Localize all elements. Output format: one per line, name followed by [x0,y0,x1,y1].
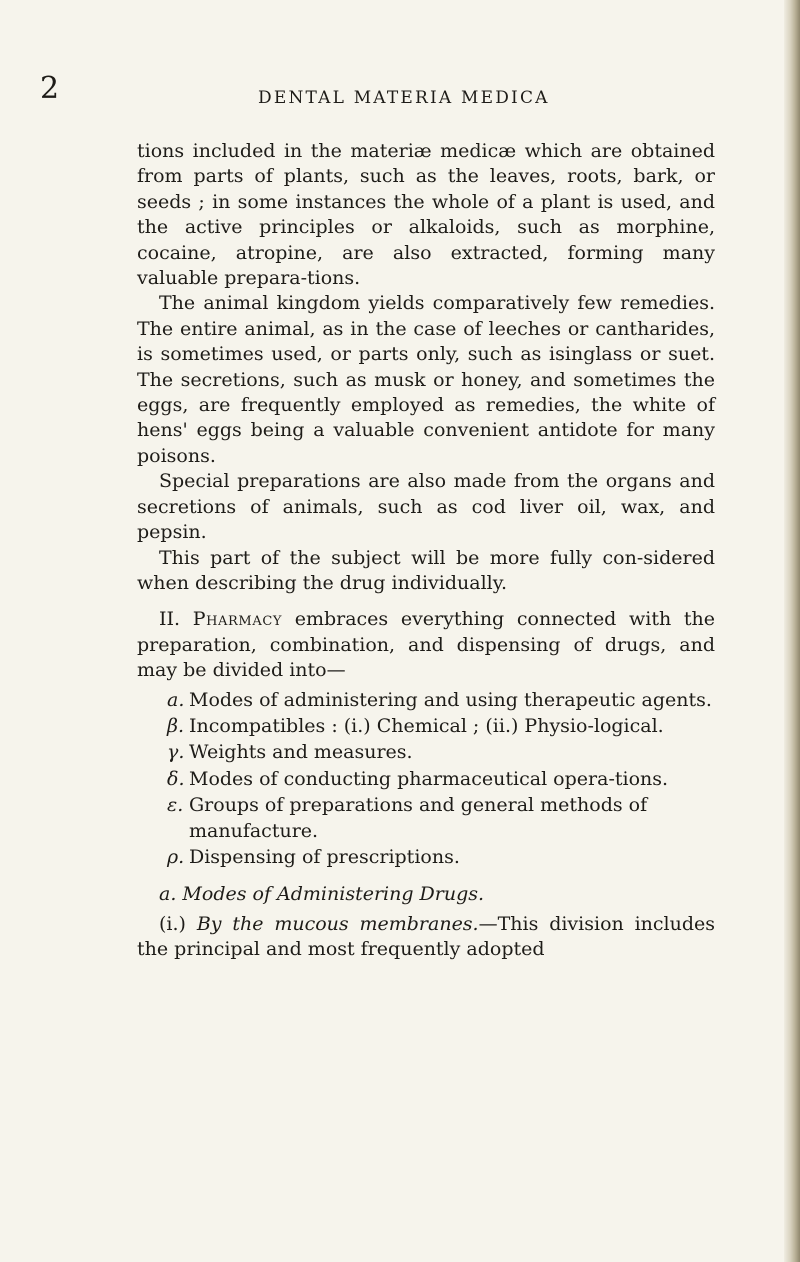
pharmacy-definition: embraces everything connected with the preparation, combination, and dispensing of drugs, and may be divided into— [137,608,715,682]
list-item-text: Groups of preparations and general methods of manufacture. [189,794,648,842]
page-edge-shadow [784,0,800,1262]
paragraph-fuller-consideration: This part of the subject will be more fully con-sidered when describing the drug individually. [137,546,715,594]
list-item [137,740,715,765]
list-item-text: Dispensing of prescriptions. [189,845,460,868]
list-marker: a. [167,688,185,711]
section-heading [137,882,715,907]
subsection-numeral: (i.) [159,912,186,935]
list-item [137,688,715,713]
section-numeral: II. [159,608,181,631]
list-item-text: Weights and measures. [189,741,413,764]
paragraph-special-preparations: Special preparations are also made from the organs and secretions of animals, such as cod liver oil, wax, and pepsin. [137,470,715,544]
body-text [137,139,715,963]
running-head: DENTAL MATERIA MEDICA [258,88,550,108]
list-item [137,714,715,739]
list-marker: β. [167,714,185,737]
list-item-text: Incompatibles : (i.) Chemical ; (ii.) Physio-logical. [189,714,664,737]
subsection-text: —This division includes the principal and most frequently adopted [137,912,716,961]
list-item-text: Modes of conducting pharmaceutical opera-tions. [189,767,669,790]
paragraph-plants: tions included in the materiæ medicæ which are obtained from parts of plants, such as the leaves, roots, bark, or seeds ; in some instances the whole of a plant is used, and the active principles or alkaloids, such as morphine, cocaine, atropine, are also extracted, forming many valuable prepara-tions. [137,140,715,290]
list-item [137,845,715,870]
list-marker: ρ. [167,845,185,868]
list-marker: γ. [167,741,185,764]
subsection-title: By the mucous membranes. [196,912,479,935]
section-heading-title: Modes of Administering Drugs. [182,883,485,906]
paragraph-mucous-membranes [137,912,715,963]
pharmacy-term: Pharmacy [192,608,283,631]
section-heading-marker: a. [159,883,177,906]
paragraph-animal-kingdom: The animal kingdom yields comparatively few remedies. The entire animal, as in the case of leeches or cantharides, is sometimes used, or parts only, such as isinglass or suet. The secretions, such as musk or honey, and sometimes the eggs, are frequently employed as remedies, the white of hens' eggs being a valuable convenient antidote for many poisons. [137,292,715,467]
list-item-text: Modes of administering and using therapeutic agents. [189,688,712,711]
page-number: 2 [40,71,60,106]
pharmacy-divisions-list [137,688,715,871]
list-marker: δ. [167,767,185,790]
list-item [137,767,715,792]
list-marker: ε. [167,794,184,817]
paragraph-pharmacy [137,607,715,683]
list-item [137,793,715,844]
